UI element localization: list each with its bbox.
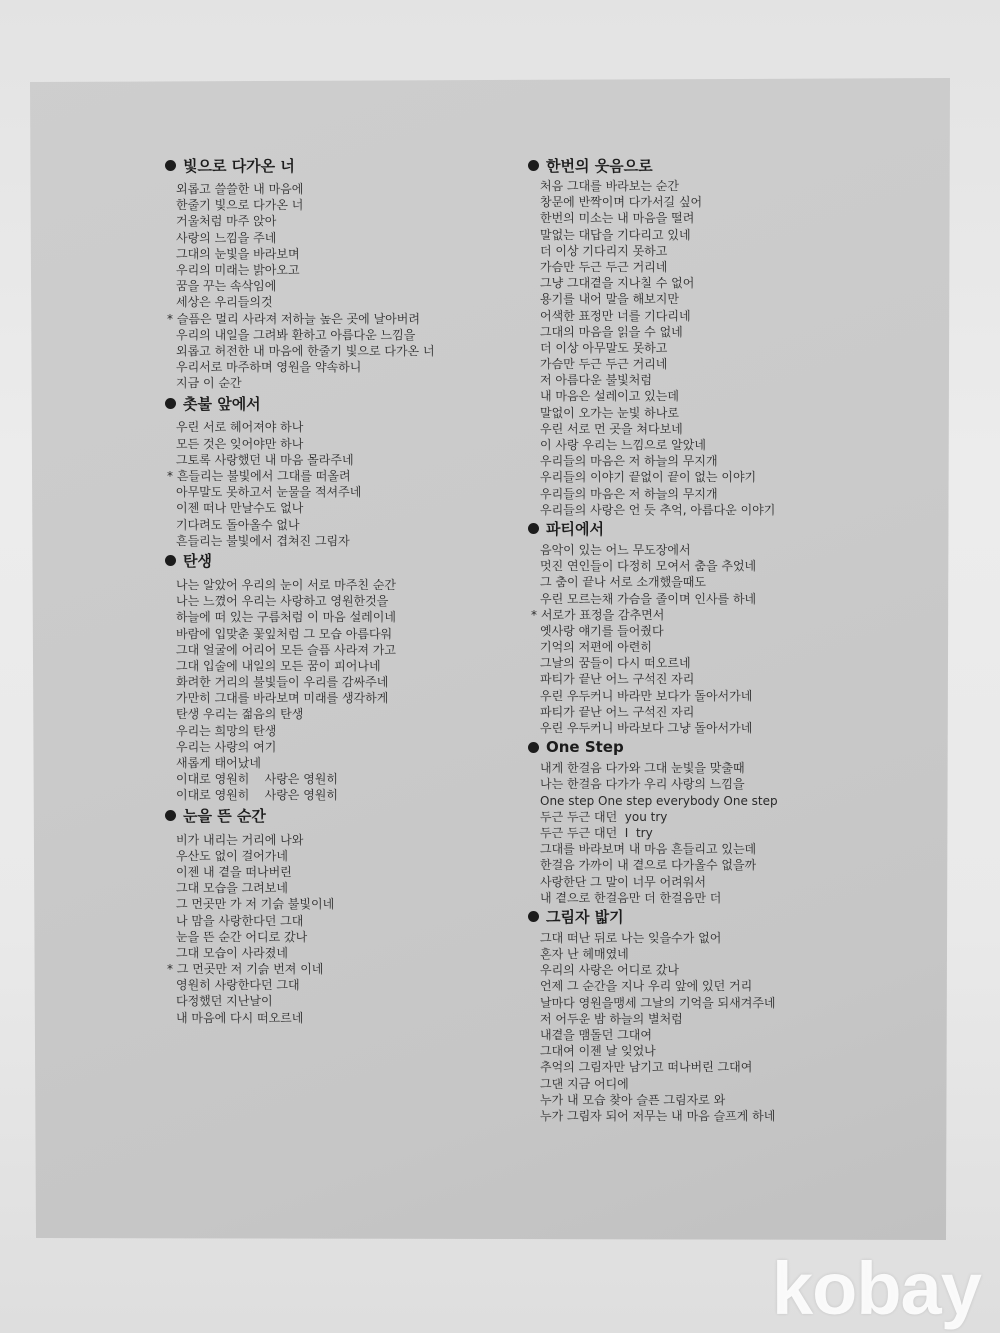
song-title: 파티에서 <box>546 520 604 539</box>
lyric-line: 누가 그림자 되어 저무는 내 마음 슬프게 하네 <box>540 1108 776 1123</box>
lyric-line: 우리들의 마음은 저 하늘의 무지개 <box>540 486 718 501</box>
lyric-line: 용기를 내어 말을 해보지만 <box>540 292 679 307</box>
bullet-icon <box>528 160 539 171</box>
lyric-line: 더 이상 기다리지 못하고 <box>540 243 668 258</box>
lyric-line: 우리는 사랑의 여기 <box>176 739 277 754</box>
lyric-line: 우린 서로 헤어져야 하나 <box>176 420 304 435</box>
lyric-line: 내 마음에 다시 떠오르네 <box>176 1010 304 1025</box>
bullet-icon <box>528 523 539 534</box>
lyric-line: 그대 얼굴에 어리어 모든 슬픔 사라져 가고 <box>176 642 396 657</box>
lyric-line: 그대여 이젠 날 잊었나 <box>540 1044 656 1059</box>
lyric-line: 바람에 입맞춘 꽃잎처럼 그 모습 아름다워 <box>176 626 393 641</box>
lyric-line: 나는 알았어 우리의 눈이 서로 마주친 순간 <box>176 577 396 592</box>
song-title-row <box>165 549 435 573</box>
song-title: 탄생 <box>183 552 212 571</box>
bullet-icon <box>528 911 539 922</box>
lyric-line: 나 맘을 사랑한다던 그대 <box>176 913 304 928</box>
lyric-line: 외롭고 쓸쓸한 내 마음에 <box>176 182 304 196</box>
lyric-line: 그날의 꿈들이 다시 떠오르네 <box>540 656 691 671</box>
lyric-line: * 흔들리는 불빛에서 그대를 떠올려 <box>167 469 351 483</box>
lyric-line: 우린 우두커니 바라만 보다가 돌아서가네 <box>540 688 753 703</box>
lyric-line: 비가 내리는 거리에 나와 <box>176 832 304 847</box>
lyric-line: 어색한 표정만 너를 기다리네 <box>540 308 691 323</box>
lyric-line: 한줄기 빛으로 다가온 너 <box>176 198 304 213</box>
lyric-line: 창문에 반짝이며 다가서길 싶어 <box>540 195 703 210</box>
lyric-line: 거울처럼 마주 앉아 <box>176 214 277 229</box>
song-section <box>165 153 435 391</box>
song-title-row <box>165 153 435 177</box>
lyric-line: * 서로가 표정을 감추면서 <box>531 607 665 622</box>
lyric-line: 내곁을 맴돌던 그대여 <box>540 1028 652 1042</box>
lyric-line: 추억의 그림자만 남기고 떠나버린 그대여 <box>540 1060 753 1075</box>
lyric-line: 우리의 내일을 그려봐 환하고 아름다운 느낌을 <box>176 327 416 342</box>
lyric-line: 우산도 없이 걸어가네 <box>176 848 288 863</box>
song-title: 한번의 웃음으로 <box>546 156 653 175</box>
lyric-line: 세상은 우리들의것 <box>176 295 273 310</box>
bullet-icon <box>165 398 176 409</box>
lyric-line: 지금 이 순간 <box>176 376 242 391</box>
lyric-line: 한걸음 가까이 내 곁으로 다가올수 없을까 <box>540 858 757 873</box>
lyric-line: * 그 먼곳만 저 기슭 번져 이네 <box>167 962 324 977</box>
lyric-line: 영원히 사랑한다던 그대 <box>176 978 300 993</box>
lyric-line: 언제 그 순간을 지나 우리 앞에 있던 거리 <box>540 979 753 994</box>
lyric-line: 그대 떠난 뒤로 나는 잊을수가 없어 <box>540 930 722 945</box>
lyric-line: 내게 한걸음 다가와 그대 눈빛을 맞출때 <box>540 761 745 776</box>
lyric-line: 멋진 연인들이 다정히 모여서 춤을 추었네 <box>540 559 757 574</box>
lyric-line: 기다려도 돌아올수 없나 <box>176 517 300 532</box>
song-section <box>528 518 778 736</box>
lyric-line: 꿈을 꾸는 속삭임에 <box>176 279 277 294</box>
lyric-line: 새롭게 태어났네 <box>176 756 261 770</box>
lyric-line: 저 아름다운 불빛처럼 <box>540 373 652 388</box>
song-title-row <box>528 154 778 176</box>
lyric-line: 옛사랑 얘기를 들어줬다 <box>540 623 664 638</box>
lyric-line: 외롭고 허전한 내 마음에 한줄기 빛으로 다가온 너 <box>176 343 435 358</box>
lyric-line: 혼자 난 헤매였네 <box>540 947 629 962</box>
lyric-line: 그 먼곳만 가 저 기슭 불빛이네 <box>176 897 335 912</box>
lyric-line: 우린 모르는채 가슴을 졸이며 인사를 하네 <box>540 591 757 606</box>
lyric-line: 이대로 영원히 사랑은 영원히 <box>176 772 338 787</box>
lyric-line: 사랑한단 그 말이 너무 어려워서 <box>540 874 706 889</box>
lyric-line: 그댄 지금 어디에 <box>540 1076 629 1091</box>
lyric-line: 하늘에 떠 있는 구름처럼 이 마음 설레이네 <box>176 610 396 625</box>
lyric-line: 말없는 대답을 기다리고 있네 <box>540 227 691 242</box>
song-title-row <box>528 736 778 758</box>
lyric-line: 음악이 있는 어느 무도장에서 <box>540 542 691 557</box>
song-section <box>528 906 778 1124</box>
lyric-line: 내 마음은 설레이고 있는데 <box>540 389 679 404</box>
watermark-logo: kobay <box>772 1247 981 1330</box>
lyric-line: 눈을 뜬 순간 어디로 갔나 <box>176 929 308 944</box>
lyric-line: 두근 두근 대던 I try <box>540 825 653 840</box>
lyric-line: 더 이상 아무말도 못하고 <box>540 340 668 355</box>
lyric-line: 우리서로 마주하며 영원을 약속하니 <box>176 360 362 375</box>
lyric-line: 이 사랑 우리는 느낌으로 알았네 <box>540 438 706 452</box>
bullet-icon <box>165 810 176 821</box>
lyric-line: 가슴만 두근 두근 거리네 <box>540 259 668 274</box>
lyric-line: 그대의 눈빛을 바라보며 <box>176 246 300 261</box>
song-section <box>165 804 435 1026</box>
lyric-line: 우리의 미래는 밝아오고 <box>176 262 300 277</box>
lyric-line: 흔들리는 불빛에서 겹쳐진 그림자 <box>176 533 350 548</box>
lyric-line: 내 곁으로 한걸음만 더 한걸음만 더 <box>540 890 722 905</box>
lyric-line: 화려한 거리의 불빛들이 우리를 감싸주네 <box>176 675 389 690</box>
song-title: 촛불 앞에서 <box>183 394 261 413</box>
lyric-line: 가만히 그대를 바라보며 미래를 생각하게 <box>176 691 389 706</box>
song-section <box>165 391 435 549</box>
lyric-line: 그대 모습이 사라졌네 <box>176 945 288 960</box>
lyric-line: 그냥 그대곁을 지나칠 수 없어 <box>540 276 695 291</box>
lyric-line: 아무말도 못하고서 눈물을 적셔주네 <box>176 485 362 500</box>
lyric-line: 말없이 오가는 눈빛 하나로 <box>540 405 679 420</box>
lyric-line: 다정했던 지난날이 <box>176 994 273 1009</box>
lyric-line: 모든 것은 잊어야만 하나 <box>176 436 304 451</box>
song-section <box>528 154 778 518</box>
lyric-line: 우리들의 이야기 끝없이 끝이 없는 이야기 <box>540 470 757 485</box>
song-title-row <box>528 518 778 540</box>
lyric-line: 이젠 떠나 만날수도 없나 <box>176 501 304 516</box>
lyric-line: 처음 그대를 바라보는 순간 <box>540 179 679 193</box>
song-title-row <box>165 391 435 415</box>
lyric-line: 우리들의 마음은 저 하늘의 무지개 <box>540 454 718 469</box>
lyric-line: 나는 느꼈어 우리는 사랑하고 영원한것을 <box>176 594 389 609</box>
song-title-row <box>165 804 435 828</box>
lyric-line: 파티가 끝난 어느 구석진 자리 <box>540 704 695 719</box>
song-title: 눈을 뜬 순간 <box>183 807 266 826</box>
lyric-line: 그대 모습을 그려보네 <box>176 881 288 896</box>
lyric-line: One step One step everybody One step <box>540 793 778 808</box>
song-title-row <box>528 906 778 928</box>
lyric-line: 그 춤이 끝나 서로 소개했을때도 <box>540 575 706 590</box>
lyric-line: 우리들의 사랑은 언 듯 추억, 아름다운 이야기 <box>540 502 776 517</box>
lyric-line: 나는 한걸음 다가가 우리 사랑의 느낌을 <box>540 777 745 792</box>
lyric-line: * 슬픔은 멀리 사라져 저하늘 높은 곳에 날아버려 <box>167 311 420 326</box>
lyric-line: 파티가 끝난 어느 구석진 자리 <box>540 672 695 687</box>
bullet-icon <box>165 555 176 566</box>
lyric-line: 기억의 저편에 아련히 <box>540 640 652 655</box>
lyric-line: 그대 입술에 내일의 모든 꿈이 피어나네 <box>176 658 381 673</box>
left-column <box>165 153 435 1026</box>
lyric-line: 두근 두근 대던 you try <box>540 809 668 824</box>
song-section <box>165 549 435 804</box>
lyric-line: 우리의 사랑은 어디로 갔나 <box>540 963 679 978</box>
lyric-line: 우린 서로 먼 곳을 쳐다보네 <box>540 421 683 436</box>
lyric-line: 이대로 영원히 사랑은 영원히 <box>176 788 338 803</box>
song-title: 빛으로 다가온 너 <box>183 156 295 175</box>
lyric-line: 날마다 영원을맹세 그날의 기억을 되새겨주네 <box>540 995 776 1010</box>
lyric-line: 그토록 사랑했던 내 마음 몰라주네 <box>176 452 354 467</box>
lyric-line: 가슴만 두근 두근 거리네 <box>540 357 668 372</box>
lyric-line: 누가 내 모습 찾아 슬픈 그림자로 와 <box>540 1092 726 1107</box>
lyric-line: 우리는 희망의 탄생 <box>176 723 277 738</box>
lyric-line: 사랑의 느낌을 주네 <box>176 230 277 245</box>
right-column <box>528 154 778 1124</box>
song-title: One Step <box>546 738 624 757</box>
lyric-line: 저 어두운 밤 하늘의 별처럼 <box>540 1011 683 1026</box>
lyric-line: 이젠 내 곁을 떠나버린 <box>176 864 292 879</box>
song-title: 그림자 밟기 <box>546 908 624 927</box>
lyric-line: 탄생 우리는 젊음의 탄생 <box>176 707 304 722</box>
lyric-line: 한번의 미소는 내 마음을 떨려 <box>540 211 695 226</box>
song-section <box>528 736 778 906</box>
bullet-icon <box>528 742 539 753</box>
lyric-line: 그대의 마음을 읽을 수 없네 <box>540 324 683 339</box>
lyric-line: 그대를 바라보며 내 마음 흔들리고 있는데 <box>540 842 757 857</box>
bullet-icon <box>165 160 176 171</box>
lyric-line: 우린 우두커니 바라보다 그냥 돌아서가네 <box>540 721 753 735</box>
